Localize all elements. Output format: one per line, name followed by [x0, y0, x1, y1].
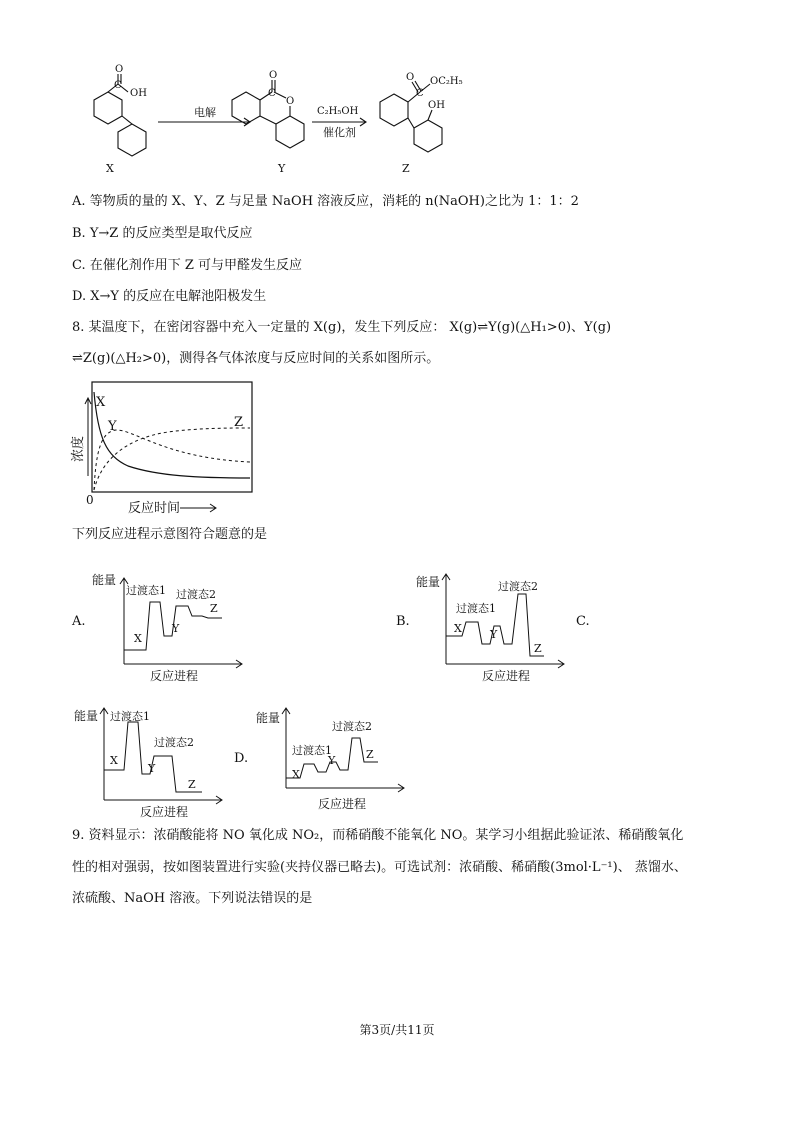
z-ring-2: [414, 120, 442, 152]
y-carbon: C: [268, 88, 276, 99]
a-y: Y: [172, 622, 180, 635]
a-z: Z: [210, 602, 218, 615]
compound-x-label: X: [106, 162, 114, 175]
b-y: Y: [490, 628, 498, 641]
z-ester-group: OC₂H₅: [430, 76, 463, 87]
option-7d: D. X→Y 的反应在电解池阳极发生: [72, 289, 267, 304]
option-8c-letter: C.: [576, 614, 590, 629]
option-8d-letter: D.: [234, 751, 249, 766]
conc-xlabel: 反应时间: [128, 501, 181, 516]
arrow1-label: 电解: [194, 106, 216, 119]
q9-line1: 9. 资料显示：浓硝酸能将 NO 氧化成 NO₂，而稀硝酸不能氧化 NO。某学习小组据此验证浓、稀硝酸氧化: [72, 828, 684, 843]
c-z: Z: [188, 778, 196, 791]
conc-origin: 0: [86, 493, 94, 507]
y-carbonyl-o: O: [269, 70, 278, 81]
b-ts1: 过渡态1: [456, 602, 496, 615]
z-phenol-oh: OH: [428, 100, 445, 111]
d-ylabel: 能量: [256, 711, 281, 725]
q8-line1: 8. 某温度下，在密闭容器中充入一定量的 X(g)，发生下列反应： X(g)⇌Y(g)(△H₁>0)、Y(g): [72, 320, 612, 335]
q8-prompt: 下列反应进程示意图符合题意的是: [72, 527, 268, 542]
a-ts1: 过渡态1: [126, 584, 166, 597]
option-7a: A. 等物质的量的 X、Y、Z 与足量 NaOH 溶液反应，消耗的 n(NaOH)之比为 1：1：2: [72, 194, 579, 209]
d-y: Y: [328, 754, 336, 767]
z-carbon: C: [416, 88, 424, 99]
d-x: X: [292, 768, 300, 781]
a-x: X: [134, 632, 142, 645]
x-ring-2: [118, 124, 146, 156]
energy-diagram-c: [72, 700, 232, 820]
curve-x: [94, 392, 250, 478]
reaction-scheme: [60, 62, 520, 182]
page-footer: 第3页/共11页: [359, 1023, 435, 1037]
option-7b: B. Y→Z 的反应类型是取代反应: [72, 226, 253, 241]
arrow2-bottom-label: 催化剂: [323, 126, 356, 139]
d-z: Z: [366, 748, 374, 761]
conc-ylabel: 浓度: [71, 435, 86, 462]
compound-y-label: Y: [278, 162, 286, 175]
option-7c: C. 在催化剂作用下 Z 可与甲醛发生反应: [72, 258, 303, 273]
z-ring-1: [380, 94, 408, 126]
y-ring-o: O: [286, 96, 295, 107]
z-carbonyl-o: O: [406, 72, 415, 83]
c-ylabel: 能量: [74, 709, 99, 723]
curve-z-label: Z: [234, 415, 244, 430]
d-xlabel: 反应进程: [318, 797, 367, 811]
c-ts1: 过渡态1: [110, 710, 150, 723]
arrow2-top-label: C₂H₅OH: [317, 106, 359, 117]
d-ts1: 过渡态1: [292, 744, 332, 757]
c-xlabel: 反应进程: [140, 805, 189, 819]
energy-diagram-a: [92, 566, 252, 686]
q8-line2: ⇌Z(g)(△H₂>0)，测得各气体浓度与反应时间的关系如图所示。: [72, 351, 440, 366]
energy-diagram-b: [414, 566, 574, 686]
d-ts2: 过渡态2: [332, 720, 372, 733]
b-x: X: [454, 622, 462, 635]
b-ts2: 过渡态2: [498, 580, 538, 593]
c-ts2: 过渡态2: [154, 736, 194, 749]
option-8b-letter: B.: [396, 614, 410, 629]
option-8a-letter: A.: [72, 614, 86, 629]
compound-z-label: Z: [402, 162, 410, 175]
x-substituent: OH: [130, 88, 147, 99]
x-carbon: C: [114, 80, 122, 91]
curve-x-label: X: [96, 395, 106, 410]
q9-line2: 性的相对强弱，按如图装置进行实验(夹持仪器已略去)。可选试剂：浓硝酸、稀硝酸(3mol·L⁻¹)、 蒸馏水、: [72, 860, 687, 875]
x-carbonyl-o: O: [115, 64, 124, 75]
a-ts2: 过渡态2: [176, 588, 216, 601]
b-xlabel: 反应进程: [482, 669, 531, 683]
q9-line3: 浓硫酸、NaOH 溶液。下列说法错误的是: [72, 891, 313, 906]
b-ylabel: 能量: [416, 575, 441, 589]
energy-diagram-d: [254, 700, 414, 820]
a-ylabel: 能量: [92, 573, 117, 587]
b-z: Z: [534, 642, 542, 655]
c-x: X: [110, 754, 118, 767]
c-y: Y: [148, 762, 156, 775]
y-ring-2: [276, 116, 304, 148]
concentration-chart: [68, 378, 268, 518]
x-ring-1: [94, 92, 122, 124]
curve-y-label: Y: [108, 419, 117, 434]
a-xlabel: 反应进程: [150, 669, 199, 683]
